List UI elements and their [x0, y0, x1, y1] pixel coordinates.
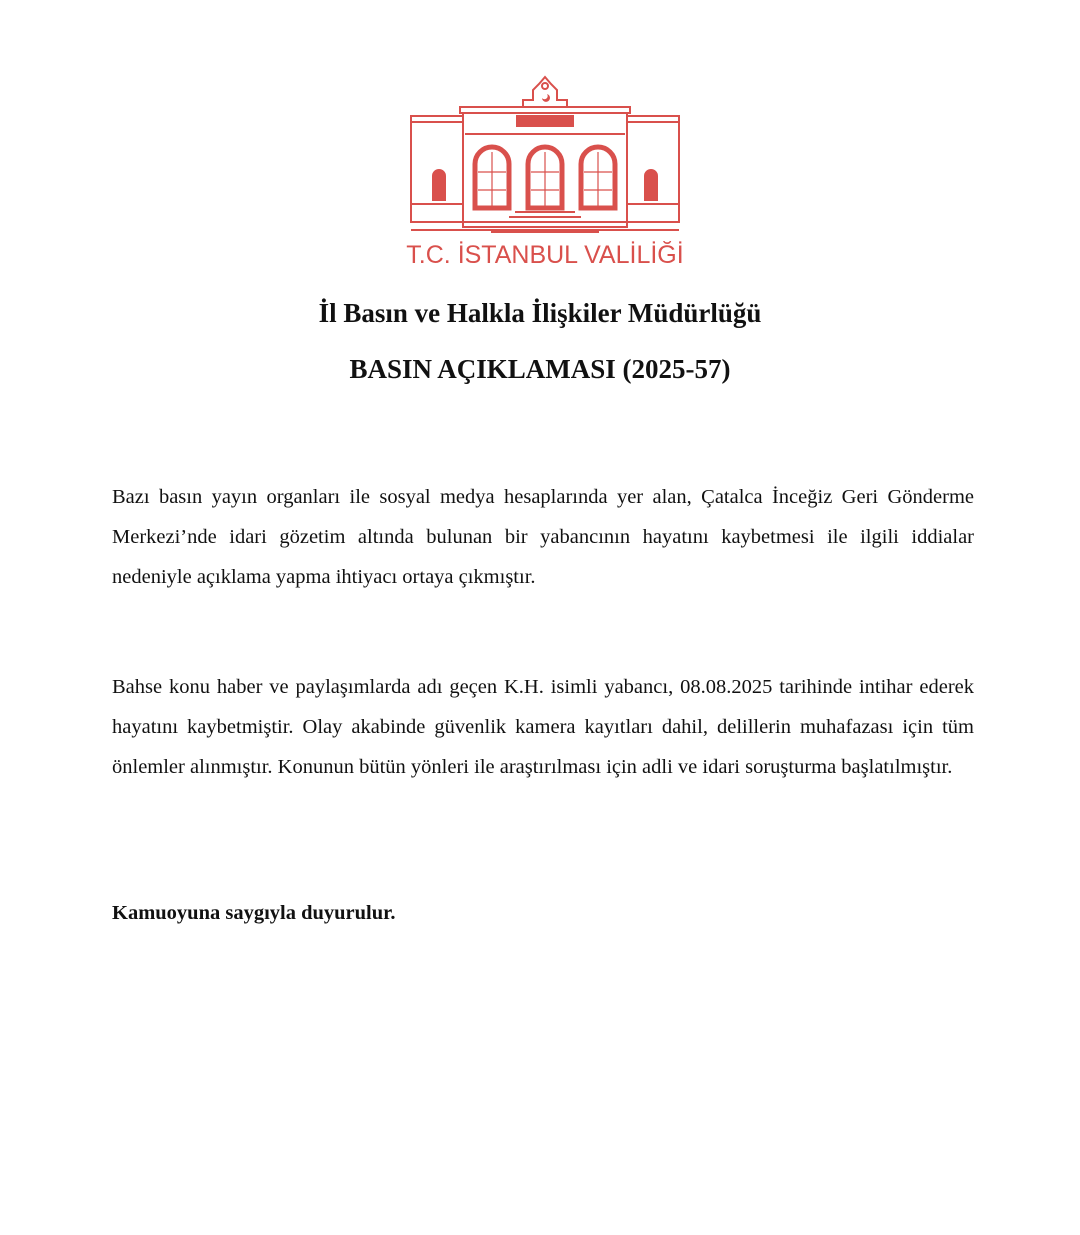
closing-statement: Kamuoyuna saygıyla duyurulur.: [112, 902, 396, 924]
department-heading: İl Basın ve Halkla İlişkiler Müdürlüğü: [318, 298, 762, 328]
logo-text: T.C. İSTANBUL VALİLİĞİ: [406, 241, 684, 269]
press-release-title: BASIN AÇIKLAMASI (2025-57): [349, 354, 731, 384]
body-paragraph: Bahse konu haber ve paylaşımlarda adı geçen K.H. isimli yabancı, 08.08.2025 tarihinde intihar ederek hayatını kaybetmiştir. Olay akabinde güvenlik kamera kayıtları dahil, delillerin muhafazası için tüm önlemler alınmıştır. Konunun bütün yönleri ile araştırılması için adli ve idari soruşturma başlatılmıştır.: [112, 676, 974, 778]
istanbul-governorship-logo: [405, 72, 685, 272]
body-paragraph: Bazı basın yayın organları ile sosyal medya hesaplarında yer alan, Çatalca İnceğiz Geri Gönderme Merkezi’nde idari gözetim altında bulunan bir yabancının hayatını kaybetmesi ile ilgili iddialar nedeniyle açıklama yapma ihtiyacı ortaya çıkmıştır.: [112, 486, 974, 588]
